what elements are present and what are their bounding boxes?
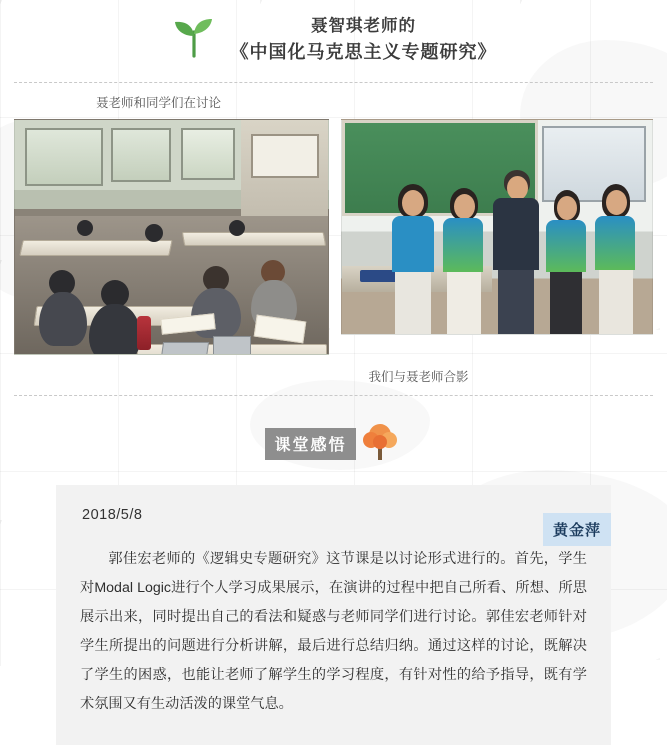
photo-detail xyxy=(590,182,640,334)
sprout-icon xyxy=(171,14,217,65)
photo-detail xyxy=(39,292,87,346)
photo-detail xyxy=(386,184,438,334)
section-label: 课堂感悟 xyxy=(265,428,355,460)
reflection-card xyxy=(56,485,611,745)
tree-icon xyxy=(358,420,402,469)
photo-detail xyxy=(542,184,590,334)
page-title-line2: 《中国化马克思主义专题研究》 xyxy=(230,41,497,62)
classroom-discussion-photo xyxy=(14,119,329,355)
photo-detail xyxy=(229,220,245,236)
photo-detail xyxy=(77,220,93,236)
reflection-date: 2018/5/8 xyxy=(82,506,143,523)
photo-row xyxy=(0,119,667,355)
photo-detail xyxy=(111,128,171,182)
photo-detail xyxy=(488,170,544,334)
photo-caption-bottom: 我们与聂老师合影 xyxy=(368,369,469,384)
photo-detail xyxy=(25,128,103,186)
author-badge: 黄金萍 xyxy=(543,513,611,546)
photo-detail xyxy=(181,128,235,180)
photo-detail xyxy=(182,232,326,246)
article-header xyxy=(0,0,667,82)
title-block xyxy=(231,14,497,66)
photo-detail xyxy=(19,240,172,256)
photo-detail xyxy=(438,184,488,334)
page-title-line1: 聂智琪老师的 xyxy=(311,17,416,35)
photo-detail xyxy=(159,342,209,355)
photo-detail xyxy=(145,224,163,242)
photo-detail xyxy=(213,336,251,355)
reflection-body: 郭佳宏老师的《逻辑史专题研究》这节课是以讨论形式进行的。首先，学生对Modal Logic进行个人学习成果展示，在演讲的过程中把自己所看、所想、所思展示出来，同时提出自己的看法和疑惑与老师同学们进行讨论。郭佳宏老师针对学生所提出的问题进行分析讲解，最后进行总结归纳。通过这样的讨论，既解决了学生的困惑，也能让老师了解学生的学习程度，有针对性的给予指导，既有学术氛围又有生动活泼的课堂气息。 xyxy=(80,550,587,713)
section-heading xyxy=(0,396,667,485)
group-portrait-photo xyxy=(341,119,653,335)
photo-detail xyxy=(137,316,151,350)
photo-caption-top: 聂老师和同学们在讨论 xyxy=(96,95,222,110)
photo-detail xyxy=(251,134,319,178)
